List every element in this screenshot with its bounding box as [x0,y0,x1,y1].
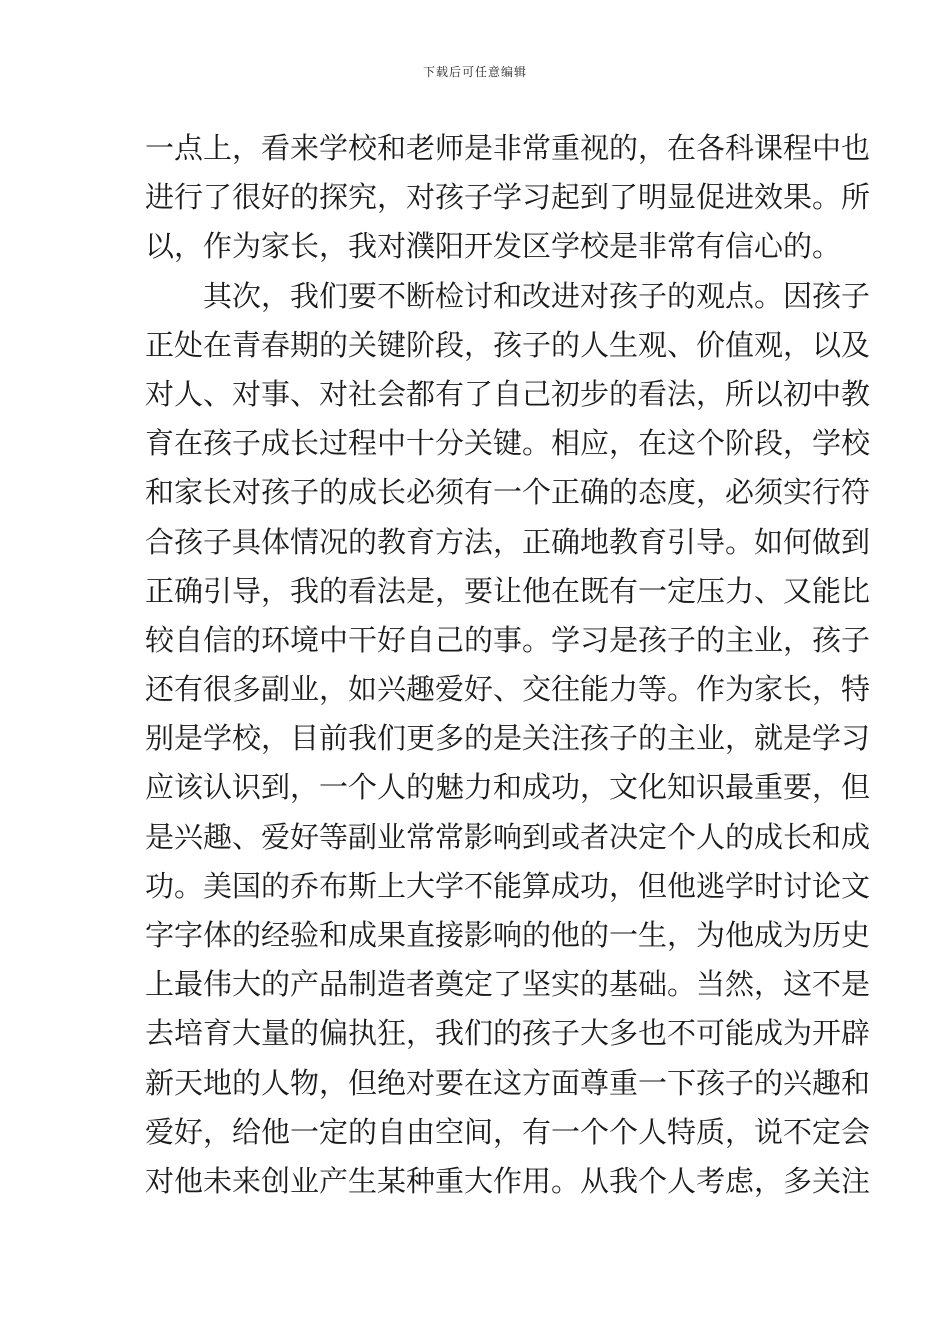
text-line: 爱好，给他一定的自由空间，有一个个人特质，说不定会 [145,1114,871,1149]
text-line: 对他未来创业产生某种重大作用。从我个人考虑，多关注 [145,1163,871,1198]
text-line: 上最伟大的产品制造者奠定了坚实的基础。当然，这不是 [145,967,871,1002]
text-line: 以，作为家长，我对濮阳开发区学校是非常有信心的。 [145,229,842,264]
text-line: 应该认识到，一个人的魅力和成功，文化知识最重要，但 [145,770,871,805]
text-line: 对人、对事、对社会都有了自己初步的看法，所以初中教 [145,376,871,411]
text-line: 还有很多副业，如兴趣爱好、交往能力等。作为家长，特 [145,672,871,707]
text-line: 正处在青春期的关键阶段，孩子的人生观、价值观，以及 [145,327,871,362]
text-line: 较自信的环境中干好自己的事。学习是孩子的主业，孩子 [145,622,871,657]
text-line: 别是学校，目前我们更多的是关注孩子的主业，就是学习 [145,721,871,756]
text-line: 去培育大量的偏执狂，我们的孩子大多也不可能成为开辟 [145,1016,871,1051]
text-line: 和家长对孩子的成长必须有一个正确的态度，必须实行符 [145,475,871,510]
text-line: 新天地的人物，但绝对要在这方面尊重一下孩子的兴趣和 [145,1065,871,1100]
text-line: 进行了很好的探究，对孩子学习起到了明显促进效果。所 [145,180,871,215]
page-header: 下载后可任意编辑 [422,65,527,79]
paragraph-first-line: 其次，我们要不断检讨和改进对孩子的观点。因孩子 [203,278,871,313]
text-line: 是兴趣、爱好等副业常常影响到或者决定个人的成长和成 [145,819,871,854]
text-line: 合孩子具体情况的教育方法，正确地教育引导。如何做到 [145,524,871,559]
text-line: 字字体的经验和成果直接影响的他的一生，为他成为历史 [145,918,871,952]
body-text [145,124,871,1206]
text-line: 一点上，看来学校和老师是非常重视的，在各科课程中也 [145,131,871,165]
text-line: 功。美国的乔布斯上大学不能算成功，但他逃学时讨论文 [145,868,871,903]
text-line: 育在孩子成长过程中十分关键。相应，在这个阶段，学校 [145,426,871,461]
text-line: 正确引导，我的看法是，要让他在既有一定压力、又能比 [145,573,871,608]
